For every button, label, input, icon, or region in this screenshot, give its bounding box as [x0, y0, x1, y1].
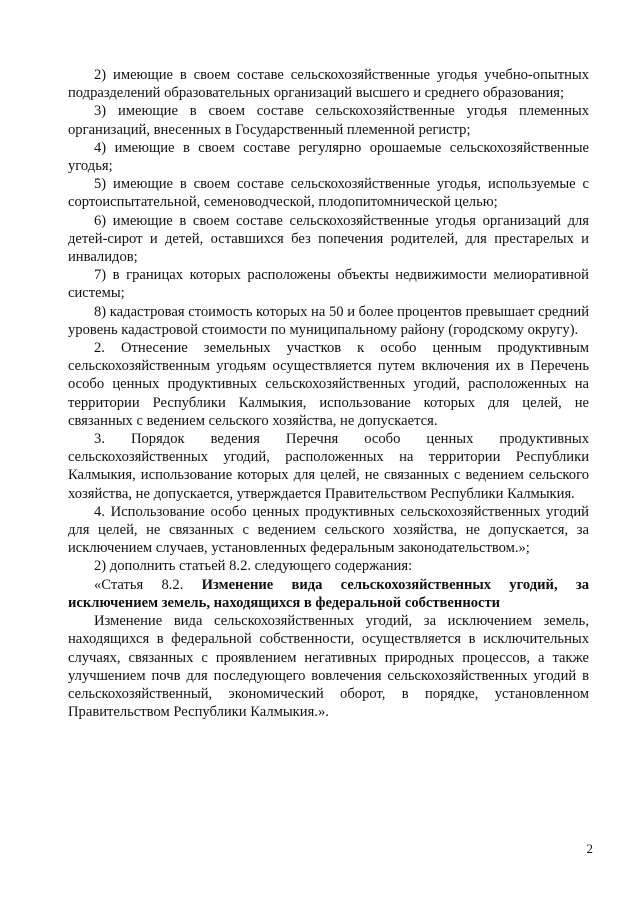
document-body: [68, 66, 589, 721]
article-prefix: «Статья 8.2.: [94, 576, 202, 593]
paragraph-item-7: 7) в границах которых расположены объекты недвижимости мелиоративной системы;: [68, 267, 589, 302]
page-number: 2: [586, 841, 593, 856]
paragraph-amendment-2: 2) дополнить статьей 8.2. следующего содержания:: [94, 558, 413, 575]
paragraph-item-2: 2) имеющие в своем составе сельскохозяйственные угодья учебно-опытных подразделений образовательных организаций высшего и среднего образования;: [68, 67, 589, 102]
paragraph-item-6: 6) имеющие в своем составе сельскохозяйственные угодья организаций для детей-сирот и детей, оставшихся без попечения родителей, для престарелых и инвалидов;: [68, 212, 589, 266]
paragraph-article-body: Изменение вида сельскохозяйственных угодий, за исключением земель, находящихся в федеральной собственности, осуществляется в исключительных случаях, связанных с проявлением негативных природных процессов, а также улучшением почв для последующего вовлечения сельскохозяйственных угодий в сельскохозяйственный, экономический оборот, в порядке, установленном Правительством Республики Калмыкия.».: [68, 613, 589, 721]
paragraph-item-8: 8) кадастровая стоимость которых на 50 и более процентов превышает средний уровень кадастровой стоимости по муниципальному району (городскому округу).: [68, 303, 590, 338]
article-heading: [68, 576, 589, 612]
paragraph-item-4: 4) имеющие в своем составе регулярно орошаемые сельскохозяйственные угодья;: [68, 139, 589, 175]
article-title: Изменение вида сельскохозяйственных угодий, за исключением земель, находящихся в федеральной собственности: [68, 576, 589, 611]
paragraph-item-5: 5) имеющие в своем составе сельскохозяйственные угодья, используемые с сортоиспытательной, семеноводческой, плодопитомнической целью;: [68, 176, 589, 211]
paragraph-clause-3: 3. Порядок ведения Перечня особо ценных продуктивных сельскохозяйственных угодий, расположенных на территории Республики Калмыкия, использование которых для целей, не связанных с ведением сельского хозяйства, не допускается, утверждается Правительством Республики Калмыкия.: [68, 431, 589, 502]
paragraph-clause-4: 4. Использование особо ценных продуктивных сельскохозяйственных угодий для целей, не связанных с ведением сельского хозяйства, не допускается, за исключением случаев, установленных федеральным законодательством.»;: [68, 503, 589, 557]
paragraph-clause-2: 2. Отнесение земельных участков к особо ценным продуктивным сельскохозяйственным угодьям осуществляется путем включения их в Перечень особо ценных продуктивных сельскохозяйственных угодий, расположенных на территории Республики Калмыкия, использование которых для целей, не связанных с ведением сельского хозяйства, не допускается.: [68, 340, 589, 429]
paragraph-item-3: 3) имеющие в своем составе сельскохозяйственные угодья племенных организаций, внесенных в Государственный племенной регистр;: [68, 103, 589, 138]
